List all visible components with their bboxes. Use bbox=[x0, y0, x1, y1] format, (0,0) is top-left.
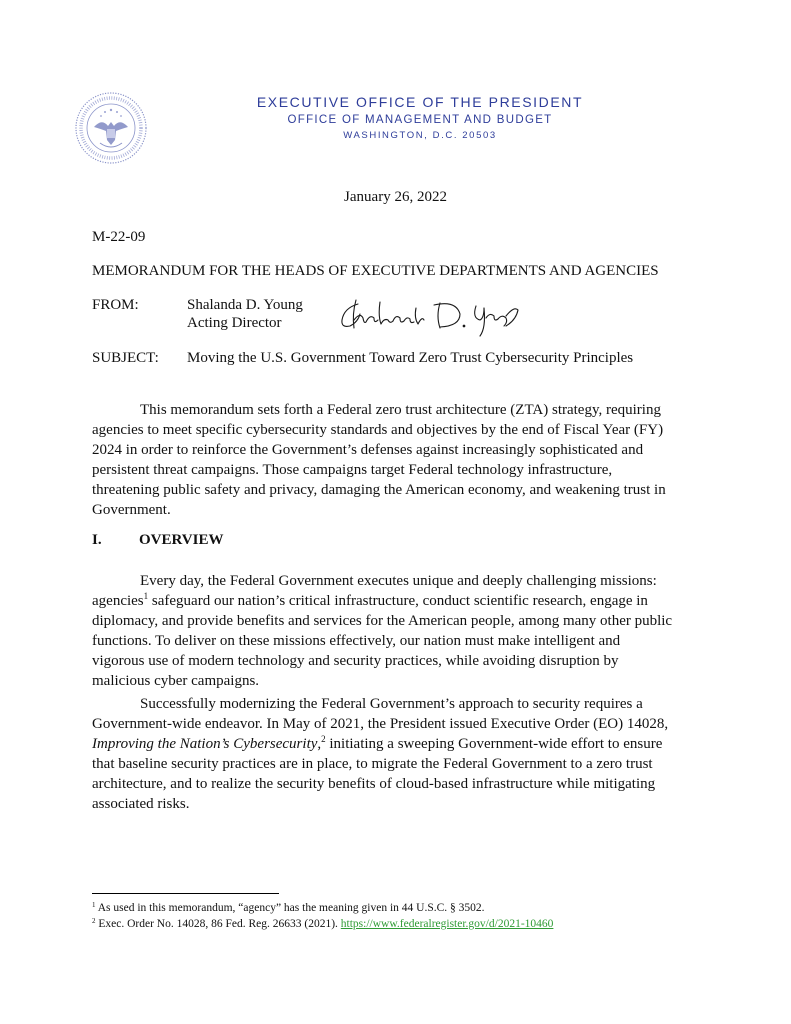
paragraph-line bbox=[92, 734, 704, 754]
intro-paragraph bbox=[92, 400, 704, 520]
footnote-1-text: As used in this memorandum, “agency” has the meaning given in 44 U.S.C. § 3502. bbox=[95, 902, 485, 914]
subject-label: SUBJECT: bbox=[92, 350, 159, 366]
paragraph-line: that baseline security practices are in place, to migrate the Federal Government to a zero trust bbox=[92, 756, 653, 772]
paragraph-line: architecture, and to realize the security benefits of cloud-based infrastructure while mitigating bbox=[92, 776, 656, 792]
comma: , bbox=[317, 736, 322, 752]
letterhead-location: WASHINGTON, D.C. 20503 bbox=[343, 130, 497, 141]
footnote-ref-2[interactable]: 2 bbox=[321, 734, 326, 744]
footnote-divider bbox=[92, 893, 279, 894]
overview-paragraph-1 bbox=[92, 571, 704, 691]
footnote-2-text: Exec. Order No. 14028, 86 Fed. Reg. 26633 (2021). bbox=[95, 918, 341, 930]
letterhead-sub-office: OFFICE OF MANAGEMENT AND BUDGET bbox=[287, 114, 553, 126]
paragraph-line: threatening public safety and privacy, damaging the American economy, and weakening trust in bbox=[92, 482, 666, 498]
signature-image bbox=[336, 294, 522, 340]
footnote-ref-1[interactable]: 1 bbox=[143, 591, 149, 601]
footnote-2 bbox=[92, 917, 553, 931]
paragraph-line: Government-wide endeavor. In May of 2021, the President issued Executive Order (EO) 14028, bbox=[92, 716, 669, 732]
letterhead bbox=[180, 93, 660, 143]
federal-register-link[interactable]: https://www.federalregister.gov/d/2021-10460 bbox=[340, 918, 554, 930]
paragraph-line: Government. bbox=[92, 502, 171, 518]
from-title: Acting Director bbox=[187, 315, 282, 331]
paragraph-line: persistent threat campaigns. Those campaigns target Federal technology infrastructure, bbox=[92, 462, 613, 478]
memo-id: M-22-09 bbox=[92, 229, 146, 245]
agencies-word: agencies bbox=[92, 593, 144, 609]
paragraph-line: Successfully modernizing the Federal Government’s approach to security requires a bbox=[140, 696, 643, 712]
presidential-seal-icon bbox=[74, 91, 148, 165]
memo-date: January 26, 2022 bbox=[344, 189, 447, 205]
letterhead-office: EXECUTIVE OFFICE OF THE PRESIDENT bbox=[256, 94, 584, 110]
footnote-1-number: 1 bbox=[92, 901, 96, 909]
paragraph-line: malicious cyber campaigns. bbox=[92, 673, 260, 689]
paragraph-line: 2024 in order to reinforce the Government’s defenses against increasingly sophisticated and bbox=[92, 442, 644, 458]
paragraph-line bbox=[92, 591, 704, 611]
paragraph-line: agencies to meet specific cybersecurity standards and objectives by the end of Fiscal Year (FY) bbox=[92, 422, 664, 438]
section-title: OVERVIEW bbox=[139, 532, 224, 548]
from-name: Shalanda D. Young bbox=[187, 297, 303, 313]
memo-recipients: MEMORANDUM FOR THE HEADS OF EXECUTIVE DEPARTMENTS AND AGENCIES bbox=[92, 263, 659, 279]
subject-text: Moving the U.S. Government Toward Zero Trust Cybersecurity Principles bbox=[187, 350, 634, 366]
paragraph-line: Every day, the Federal Government executes unique and deeply challenging missions: bbox=[140, 573, 657, 589]
section-number: I. bbox=[92, 532, 102, 548]
paragraph-line: functions. To deliver on these missions effectively, our nation must make intelligent and bbox=[92, 633, 621, 649]
paragraph-line: diplomacy, and provide benefits and services for the American people, among many other public bbox=[92, 613, 673, 629]
line-continuation: safeguard our nation’s critical infrastructure, conduct scientific research, engage in bbox=[148, 593, 648, 609]
eo-title: Improving the Nation’s Cybersecurity bbox=[92, 736, 318, 752]
line-continuation: initiating a sweeping Government-wide effort to ensure bbox=[325, 736, 663, 752]
footnote-1 bbox=[92, 901, 485, 915]
paragraph-line: associated risks. bbox=[92, 796, 190, 812]
paragraph-line: vigorous use of modern technology and security practices, while avoiding disruption by bbox=[92, 653, 619, 669]
footnote-2-number: 2 bbox=[92, 917, 96, 925]
from-label: FROM: bbox=[92, 297, 139, 313]
overview-paragraph-2 bbox=[92, 694, 704, 814]
paragraph-line: This memorandum sets forth a Federal zero trust architecture (ZTA) strategy, requiring bbox=[140, 402, 661, 418]
